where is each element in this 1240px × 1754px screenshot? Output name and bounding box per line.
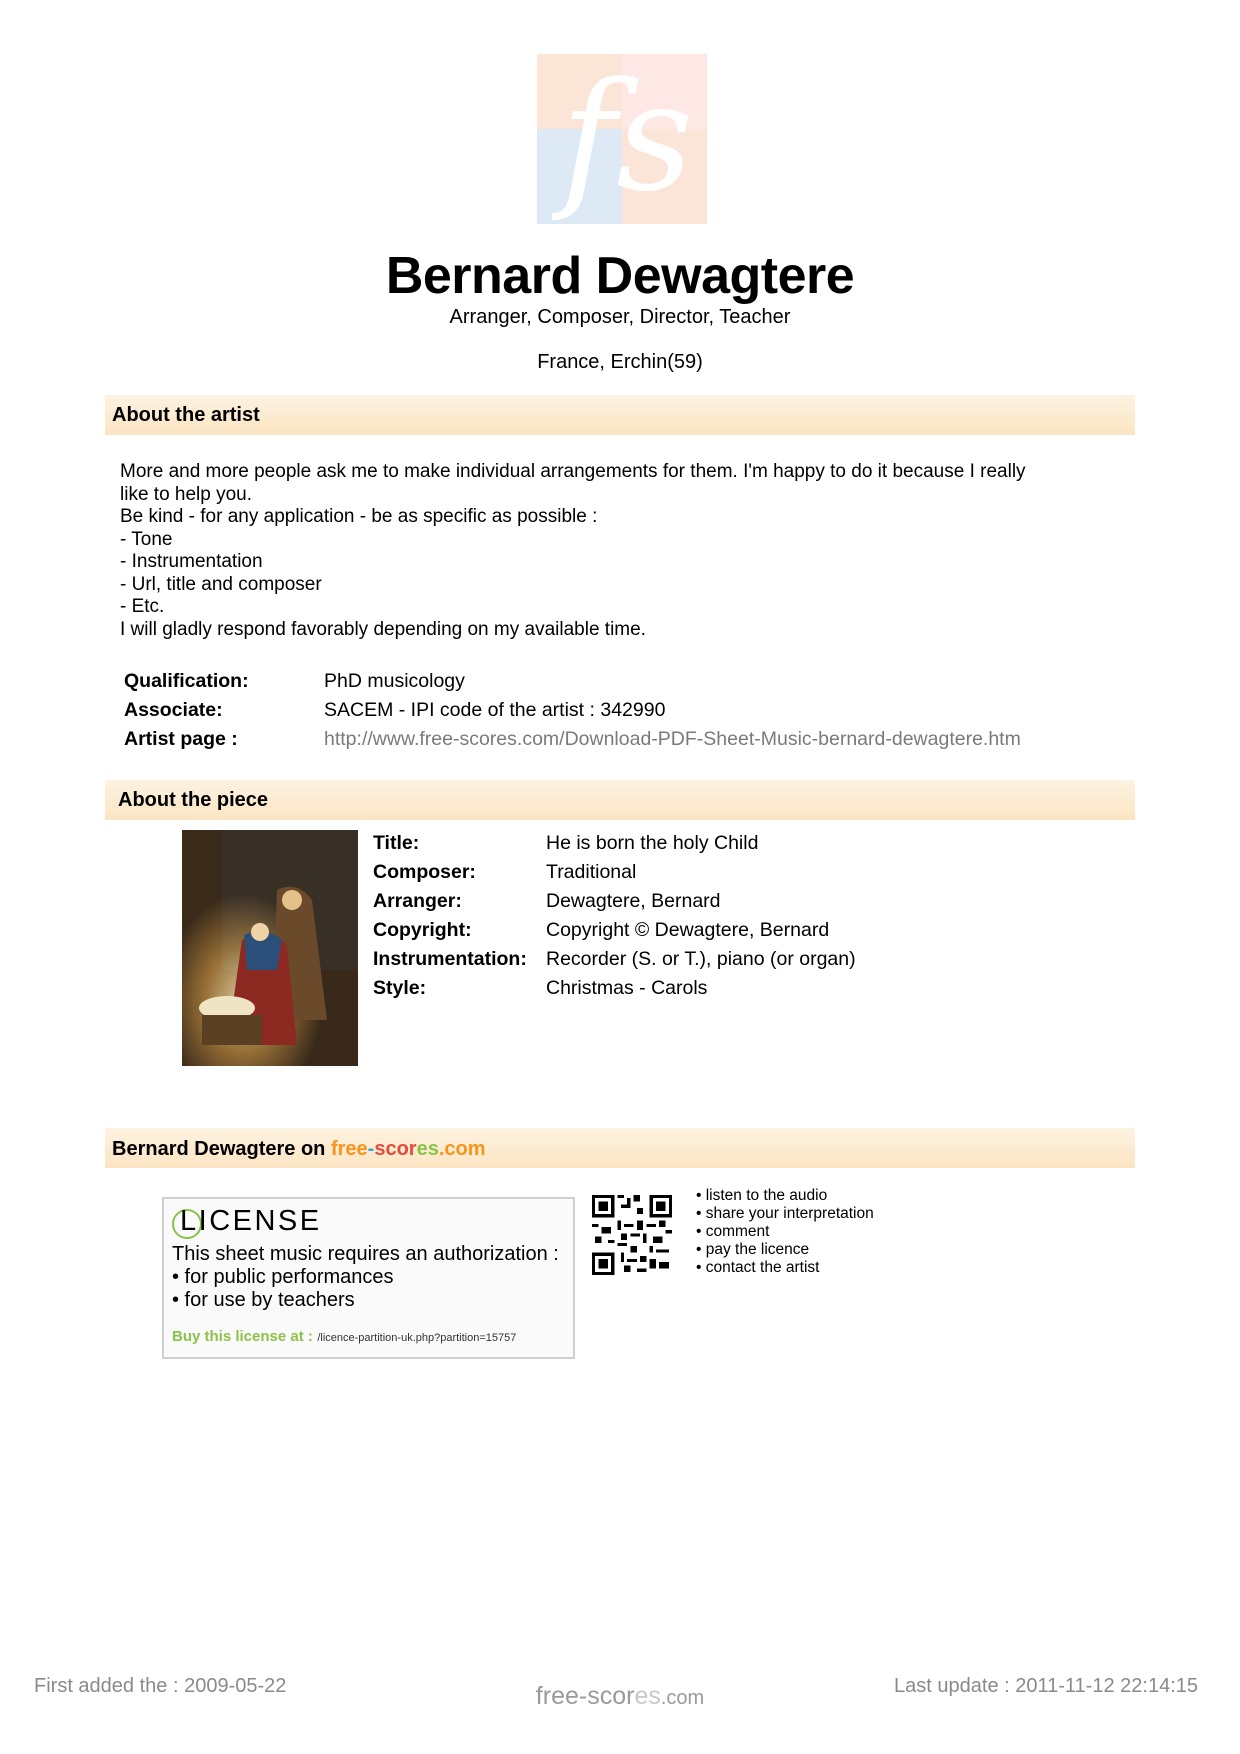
license-box bbox=[162, 1197, 575, 1359]
license-description bbox=[172, 1243, 567, 1312]
about-line: Be kind - for any application - be as specific as possible : bbox=[120, 506, 598, 527]
site-part: scor bbox=[374, 1138, 417, 1160]
arranger-value: Dewagtere, Bernard bbox=[546, 890, 721, 912]
license-title-rest: ICENSE bbox=[198, 1205, 322, 1237]
on-site-prefix: Bernard Dewagtere on bbox=[112, 1138, 331, 1160]
arranger-label: Arranger: bbox=[373, 890, 462, 912]
style-value: Christmas - Carols bbox=[546, 977, 708, 999]
footer-logo-part: es bbox=[634, 1682, 661, 1710]
about-line: like to help you. bbox=[120, 483, 253, 505]
about-piece-band bbox=[105, 780, 1135, 820]
copyright-label: Copyright: bbox=[373, 919, 472, 941]
qualification-label: Qualification: bbox=[124, 670, 249, 692]
feature-item: • contact the artist bbox=[696, 1259, 820, 1276]
on-site-heading bbox=[112, 1138, 486, 1161]
site-part: free bbox=[330, 1138, 368, 1160]
site-part: - bbox=[367, 1138, 375, 1160]
license-buy bbox=[172, 1328, 516, 1346]
composer-label: Composer: bbox=[373, 861, 476, 883]
associate-value: SACEM - IPI code of the artist : 342990 bbox=[324, 699, 666, 721]
logo-letters: fs bbox=[560, 54, 694, 224]
first-added-date: First added the : 2009-05-22 bbox=[34, 1675, 287, 1697]
about-line: - Tone bbox=[120, 528, 173, 550]
footer-logo-part: .com bbox=[660, 1687, 705, 1709]
about-artist-heading: About the artist bbox=[112, 404, 260, 426]
about-artist-band bbox=[105, 395, 1135, 435]
copyright-value: Copyright © Dewagtere, Bernard bbox=[546, 919, 830, 941]
feature-item: • listen to the audio bbox=[696, 1187, 828, 1204]
free-scores-logo bbox=[537, 54, 707, 224]
title-label: Title: bbox=[373, 832, 420, 854]
about-line: More and more people ask me to make individual arrangements for them. I'm happy to do it because I really bbox=[120, 461, 1026, 482]
instrumentation-label: Instrumentation: bbox=[373, 948, 527, 970]
license-bullet: • for public performances bbox=[172, 1266, 394, 1288]
title-value: He is born the holy Child bbox=[546, 832, 759, 854]
site-part: .com bbox=[438, 1138, 486, 1160]
last-update-date: Last update : 2011-11-12 22:14:15 bbox=[894, 1675, 1198, 1697]
associate-label: Associate: bbox=[124, 699, 223, 721]
license-title bbox=[172, 1205, 322, 1238]
qr-code bbox=[592, 1195, 672, 1275]
nativity-image bbox=[182, 830, 358, 1066]
on-site-band bbox=[105, 1128, 1135, 1168]
style-label: Style: bbox=[373, 977, 427, 999]
instrumentation-value: Recorder (S. or T.), piano (or organ) bbox=[546, 948, 856, 970]
license-title-first: L bbox=[180, 1205, 199, 1237]
about-piece-heading: About the piece bbox=[118, 789, 269, 811]
about-line: I will gladly respond favorably depending on my available time. bbox=[120, 618, 646, 640]
feature-item: • share your interpretation bbox=[696, 1205, 874, 1222]
license-desc-text: This sheet music requires an authorization : bbox=[172, 1243, 559, 1265]
features-list bbox=[696, 1187, 874, 1277]
artist-page-label: Artist page : bbox=[124, 728, 238, 750]
about-line: - Etc. bbox=[120, 596, 165, 617]
composer-value: Traditional bbox=[546, 861, 637, 883]
feature-item: • comment bbox=[696, 1223, 770, 1240]
buy-license-link[interactable]: /licence-partition-uk.php?partition=15757 bbox=[317, 1332, 517, 1344]
feature-item: • pay the licence bbox=[696, 1241, 810, 1258]
qualification-value: PhD musicology bbox=[324, 670, 465, 692]
about-line: - Url, title and composer bbox=[120, 573, 322, 595]
artist-roles: Arranger, Composer, Director, Teacher bbox=[449, 306, 791, 328]
site-part: es bbox=[416, 1138, 439, 1160]
footer-logo-part: free-scor bbox=[535, 1682, 635, 1710]
about-line: - Instrumentation bbox=[120, 551, 263, 572]
license-bullet: • for use by teachers bbox=[172, 1289, 355, 1311]
buy-license-label: Buy this license at : bbox=[172, 1328, 313, 1345]
about-artist-text bbox=[120, 461, 1120, 641]
artist-name: Bernard Dewagtere bbox=[385, 247, 855, 305]
artist-location: France, Erchin(59) bbox=[537, 351, 703, 373]
artist-page-link[interactable]: http://www.free-scores.com/Download-PDF-Sheet-Music-bernard-dewagtere.htm bbox=[324, 728, 1021, 750]
